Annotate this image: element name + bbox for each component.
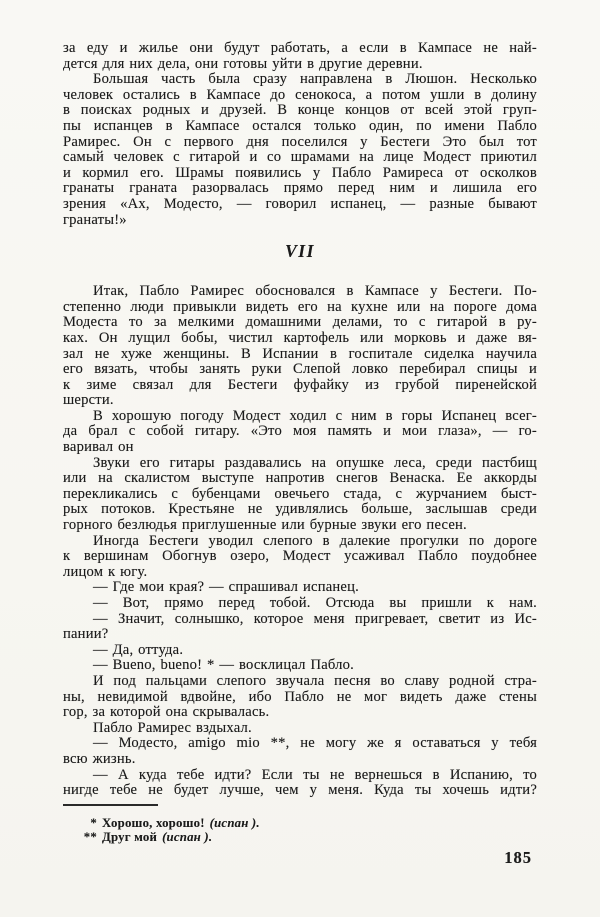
text-line: Рамирес. Он с первого дня поселился у Бестеги Это был тот xyxy=(63,134,537,150)
body-blocks xyxy=(63,41,537,799)
text-line: Итак, Пабло Рамирес обосновался в Кампасе у Бестеги. По- xyxy=(93,284,537,300)
text-line: дется для них дела, они готовы уйти в другие деревни. xyxy=(63,56,423,72)
text-line: — Да, оттуда. xyxy=(93,642,184,658)
footnote-body: Друг мой xyxy=(102,830,158,845)
footnote-row xyxy=(63,830,537,845)
text-line: его вязать, чтобы занять руки Слепой ловко перебирал спицы и xyxy=(63,362,537,378)
text-line: гранаты!» xyxy=(63,212,127,228)
text-line: в поисках родных и друзей. В конце концов от всей этой груп- xyxy=(63,103,537,119)
footnote-text xyxy=(102,816,260,831)
text-line: — Вот, прямо перед тобой. Отсюда вы пришли к нам. xyxy=(93,596,537,611)
paragraph xyxy=(63,534,537,581)
text-line: нигде тебе не будет лучше, чем у меня. Куда ты хочешь идти? xyxy=(63,783,537,799)
paragraph xyxy=(63,612,537,643)
text-line: к зиме связал для Бестеги фуфайку из грубой пиренейской xyxy=(63,377,537,393)
text-line: гор, за которой она скрывалась. xyxy=(63,705,270,721)
footnote-body: Хорошо, хорошо! xyxy=(102,815,205,830)
text-line: Звуки его гитары раздавались на опушке леса, среди пастбищ xyxy=(93,455,537,471)
text-line: Большая часть была сразу направлена в Люшон. Несколько xyxy=(93,72,537,88)
text-line: лицом к югу. xyxy=(63,564,148,580)
text-line: — Значит, солнышко, которое меня пригревает, светит из Ис- xyxy=(93,611,537,627)
paragraph xyxy=(63,768,537,799)
footnote-list xyxy=(63,816,537,845)
text-line: — А куда тебе идти? Если ты не вернешься в Испанию, то xyxy=(93,767,537,783)
text-line: рых потоков. Крестьяне не удивлялись больше, заслышав среди xyxy=(63,502,537,518)
text-line: шерсти. xyxy=(63,393,114,409)
text-line: пы испанцев в Кампасе остался только один, по имени Пабло xyxy=(63,118,537,134)
text-line: В хорошую погоду Модест ходил с ним в горы Испанец всег- xyxy=(93,408,537,424)
paragraph xyxy=(63,643,537,659)
text-line: Модеста то за мелкими домашними делами, то с гитарой в ру- xyxy=(63,315,537,331)
paragraph xyxy=(63,409,537,456)
paragraph xyxy=(63,736,537,767)
text-line: к вершинам Обогнув озеро, Модест усаживал Пабло поудобнее xyxy=(63,549,537,565)
text-line: и кормил его. Шрамы появились у Пабло Рамиреса от осколков xyxy=(63,165,537,181)
footnote-text xyxy=(102,830,212,845)
text-line: человек остались в Кампасе до сенокоса, а потом ушли в долину xyxy=(63,87,537,103)
paragraph xyxy=(63,674,537,721)
text-line: степенно люди привыкли видеть его на кухне или на пороге дома xyxy=(63,299,537,315)
text-line: варивал он xyxy=(63,440,134,456)
paragraph xyxy=(63,596,537,612)
text-line: да брал с собой гитару. «Это моя память и мои глаза», — го- xyxy=(63,424,537,440)
text-line: всю жизнь. xyxy=(63,751,136,767)
footnote-row xyxy=(63,816,537,831)
text-line: — Bueno, bueno! * — восклицал Пабло. xyxy=(93,658,354,674)
text-line: ках. Он лущил бобы, чистил картофель или морковь и даже вя- xyxy=(63,330,537,346)
paragraph xyxy=(63,41,537,72)
text-line: горного безлюдья приглушенные или бурные звуки его песен. xyxy=(63,518,467,534)
paragraph xyxy=(63,580,537,596)
text-line: гранаты граната разорвалась прямо перед ним и лишила его xyxy=(63,181,537,197)
text-line: самый человек с гитарой и со шрамами на лице Модест приютил xyxy=(63,150,537,166)
text-line: Пабло Рамирес вздыхал. xyxy=(93,720,252,736)
paragraph xyxy=(63,456,537,534)
paragraph xyxy=(63,721,537,737)
footnote-language-note: (испан ). xyxy=(162,830,213,845)
text-line: зрения «Ах, Модесто, — говорил испанец, — разные бывают xyxy=(63,196,537,212)
text-line: или на скалистом выступе напротив снегов Венаска. Ее аккорды xyxy=(63,471,537,487)
footnote-divider xyxy=(63,804,158,806)
page-number: 185 xyxy=(504,848,532,867)
text-line: И под пальцами слепого звучала песня во славу родной стра- xyxy=(93,673,537,689)
text-line: — Где мои края? — спрашивал испанец. xyxy=(93,580,359,596)
footnote-marker: ** xyxy=(83,830,97,845)
footnote-marker: * xyxy=(90,815,97,830)
text-line: перекликались с бубенцами овечьего стада, с журчанием быст- xyxy=(63,486,537,502)
text-line: за еду и жилье они будут работать, а если в Кампасе не най- xyxy=(63,41,537,56)
paragraph xyxy=(63,72,537,228)
chapter-heading: VII xyxy=(285,241,315,262)
text-line: зал не хуже женщины. В Испании в госпитале сиделка научила xyxy=(63,346,537,362)
text-line: — Модесто, amigo mio **, не могу же я оставаться у тебя xyxy=(93,736,537,752)
paragraph xyxy=(63,658,537,674)
text-flow xyxy=(63,41,537,845)
text-line: Иногда Бестеги уводил слепого в далекие прогулки по дороге xyxy=(93,533,537,549)
footnote-language-note: (испан ). xyxy=(209,815,260,830)
text-line: ны, невидимой вдвойне, ибо Пабло не мог видеть даже стены xyxy=(63,689,537,705)
paragraph xyxy=(63,284,537,409)
text-line: пании? xyxy=(63,627,109,643)
